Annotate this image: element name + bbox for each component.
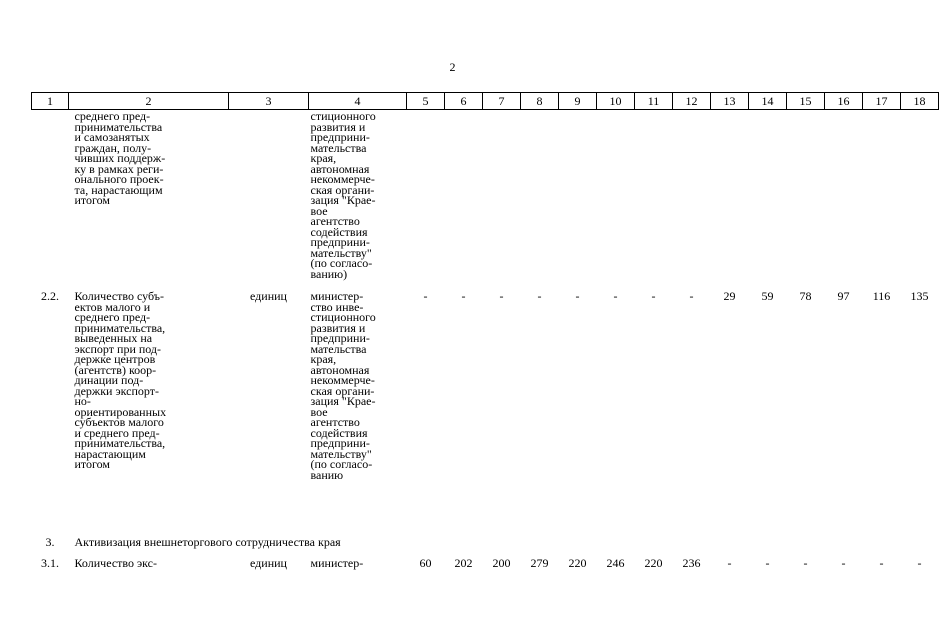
header-cell: 3 [229,93,309,110]
header-cell: 14 [749,93,787,110]
value-cell: - [841,555,846,570]
header-cell: 15 [787,93,825,110]
header-row [32,93,939,110]
values-empty [407,110,939,280]
header-cell: 1 [32,93,69,110]
value-cell: - [499,289,504,303]
indicators-table [31,92,939,568]
indicator-name: среднего пред- принимательства и самозанятых граждан, полу- чивших поддерж- ку в рамках реги- онального проек- та, нарастающим итогом [74,109,166,207]
table-row-3-1 [32,548,939,569]
value-cell: 135 [910,289,929,303]
value-cell: 59 [761,289,774,303]
value-cell: - [651,289,656,303]
value-cell: - [803,555,808,570]
value-cell: - [689,289,694,303]
value-cell: 200 [492,555,511,570]
value-cell: - [537,289,542,303]
executor-cell: министер- ство инве- стиционного развития и предприни- мательства края, автономная некоммерче- ская органи- зация "Крае- вое агентство содействия предприни- мательству" (по согласо- ванию [310,289,376,482]
header-cell: 12 [673,93,711,110]
table-row-2-2 [32,279,939,527]
value-cell: - [765,555,770,570]
header-cell: 8 [521,93,559,110]
row-number: 3. [45,535,55,549]
value-cell: 116 [872,289,891,303]
header-cell: 7 [483,93,521,110]
value-cell: 220 [568,555,587,570]
executor-cell: министер- [310,555,364,570]
value-cell: - [461,289,466,303]
row-number: 3.1. [41,555,59,570]
header-cell: 4 [309,93,407,110]
table-row-3 [32,527,939,548]
header-cell: 17 [863,93,901,110]
row-number: 2.2. [41,289,59,303]
value-cell: - [917,555,922,570]
header-cell: 9 [559,93,597,110]
header-cell: 6 [445,93,483,110]
value-cell: - [879,555,884,570]
header-cell: 5 [407,93,445,110]
header-cell: 18 [901,93,939,110]
header-cell: 16 [825,93,863,110]
indicator-name: Количество субъ- ектов малого и среднего пред- принимательства, выведенных на экспорт при под- держке центров (агентств) коор- динации под- держки экспорт- но- ориентированных субъектов малого и среднего пред- принимательства, нарастающим итогом [74,289,167,471]
unit-cell: единиц [250,555,287,570]
unit-cell [229,110,309,280]
row-number [32,110,69,280]
value-cell: - [575,289,580,303]
indicator-name: Количество экс- [74,555,157,570]
value-cell: 220 [644,555,663,570]
value-cell: 236 [682,555,701,570]
value-cell: - [613,289,618,303]
value-cell: - [727,555,732,570]
section-title: Активизация внешнеторгового сотрудничества края [74,535,341,549]
table-row-continued [32,110,939,280]
value-cell: 246 [606,555,625,570]
page-number: 2 [449,60,456,74]
header-cell: 10 [597,93,635,110]
executor-cell: стиционного развития и предприни- мательства края, автономная некоммерче- ская органи- зация "Крае- вое агентство содействия предприни- мательству" (по согласо- ванию) [310,109,376,281]
value-cell: 279 [530,555,549,570]
value-cell: - [423,289,428,303]
header-cell: 2 [69,93,229,110]
value-cell: 97 [837,289,850,303]
value-cell: 202 [454,555,473,570]
value-cell: 78 [799,289,812,303]
value-cell: 29 [723,289,736,303]
unit-cell: единиц [250,289,287,303]
header-cell: 11 [635,93,673,110]
header-cell: 13 [711,93,749,110]
value-cell: 60 [419,555,432,570]
